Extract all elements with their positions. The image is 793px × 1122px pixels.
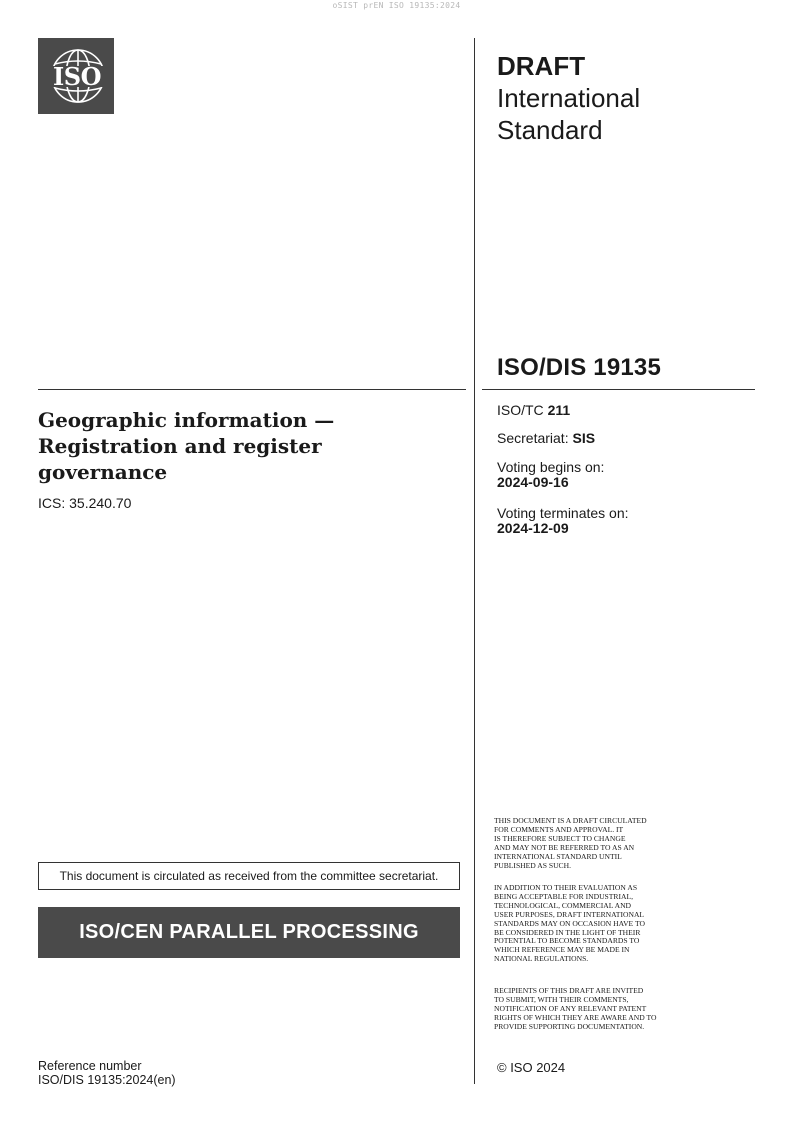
- legal-line: TECHNOLOGICAL, COMMERCIAL AND: [494, 900, 632, 910]
- title-line-1: Geographic information —: [38, 408, 335, 432]
- reference-label: Reference number: [38, 1059, 142, 1073]
- legal-line: PUBLISHED AS SUCH.: [494, 860, 572, 870]
- legal-line: WHICH REFERENCE MAY BE MADE IN: [494, 945, 630, 955]
- watermark: oSIST prEN ISO 19135:2024: [332, 1, 461, 10]
- legal-line: BE CONSIDERED IN THE LIGHT OF THEIR: [494, 927, 641, 937]
- secretariat-value: SIS: [572, 430, 596, 446]
- legal-line: NATIONAL REGULATIONS.: [494, 954, 589, 964]
- legal-line: BEING ACCEPTABLE FOR INDUSTRIAL,: [494, 891, 634, 901]
- copyright: © ISO 2024: [497, 1060, 566, 1075]
- iso-logo-icon: [38, 38, 114, 114]
- legal-line: INTERNATIONAL STANDARD UNTIL: [494, 851, 622, 861]
- legal-line: PROVIDE SUPPORTING DOCUMENTATION.: [494, 1021, 645, 1031]
- legal-line: AND MAY NOT BE REFERRED TO AS AN: [494, 842, 635, 852]
- horizontal-divider-right: [482, 389, 755, 390]
- tc-value: 211: [547, 402, 571, 418]
- international-label: International: [497, 83, 641, 113]
- legal-line: RECIPIENTS OF THIS DRAFT ARE INVITED: [494, 986, 644, 995]
- title-line-2: Registration and register: [38, 434, 322, 458]
- document-title: [38, 407, 458, 485]
- ics-code: ICS: 35.240.70: [38, 495, 132, 511]
- standard-label: Standard: [497, 115, 603, 145]
- voting-begins-date: 2024-09-16: [497, 474, 569, 490]
- legal-line: NOTIFICATION OF ANY RELEVANT PATENT: [494, 1003, 647, 1013]
- legal-line: STANDARDS MAY ON OCCASION HAVE TO: [494, 918, 645, 928]
- legal-notice-3: [494, 987, 724, 1032]
- legal-line: THIS DOCUMENT IS A DRAFT CIRCULATED: [494, 816, 647, 825]
- reference-number: [38, 1059, 176, 1087]
- legal-line: RIGHTS OF WHICH THEY ARE AWARE AND TO: [494, 1012, 657, 1022]
- legal-line: IS THEREFORE SUBJECT TO CHANGE: [494, 833, 626, 843]
- svg-text:ISO: ISO: [53, 62, 101, 91]
- legal-line: POTENTIAL TO BECOME STANDARDS TO: [494, 936, 640, 946]
- legal-line: IN ADDITION TO THEIR EVALUATION AS: [494, 883, 638, 892]
- voting-begins: [497, 460, 604, 490]
- legal-notice-1: [494, 817, 724, 870]
- legal-line: TO SUBMIT, WITH THEIR COMMENTS,: [494, 994, 629, 1004]
- voting-terminates-date: 2024-12-09: [497, 520, 569, 536]
- title-line-3: governance: [38, 460, 168, 484]
- voting-terminates: [497, 506, 629, 536]
- tc-label: ISO/TC: [497, 402, 548, 418]
- reference-value: ISO/DIS 19135:2024(en): [38, 1073, 176, 1087]
- secretariat: [497, 431, 595, 446]
- circulation-note: This document is circulated as received from the committee secretariat.: [38, 862, 460, 890]
- legal-line: USER PURPOSES, DRAFT INTERNATIONAL: [494, 909, 645, 919]
- technical-committee: [497, 403, 570, 418]
- voting-terminates-label: Voting terminates on:: [497, 505, 629, 521]
- parallel-processing-banner: ISO/CEN PARALLEL PROCESSING: [38, 907, 460, 958]
- draft-label: DRAFT: [497, 51, 586, 81]
- legal-line: FOR COMMENTS AND APPROVAL. IT: [494, 824, 624, 834]
- vertical-divider: [474, 38, 475, 1084]
- document-number: ISO/DIS 19135: [497, 354, 662, 381]
- legal-notice-2: [494, 884, 724, 964]
- iso-globe-logo: [38, 38, 114, 114]
- document-type-heading: [497, 50, 757, 146]
- horizontal-divider-left: [38, 389, 466, 390]
- secretariat-label: Secretariat:: [497, 430, 573, 446]
- voting-begins-label: Voting begins on:: [497, 459, 605, 475]
